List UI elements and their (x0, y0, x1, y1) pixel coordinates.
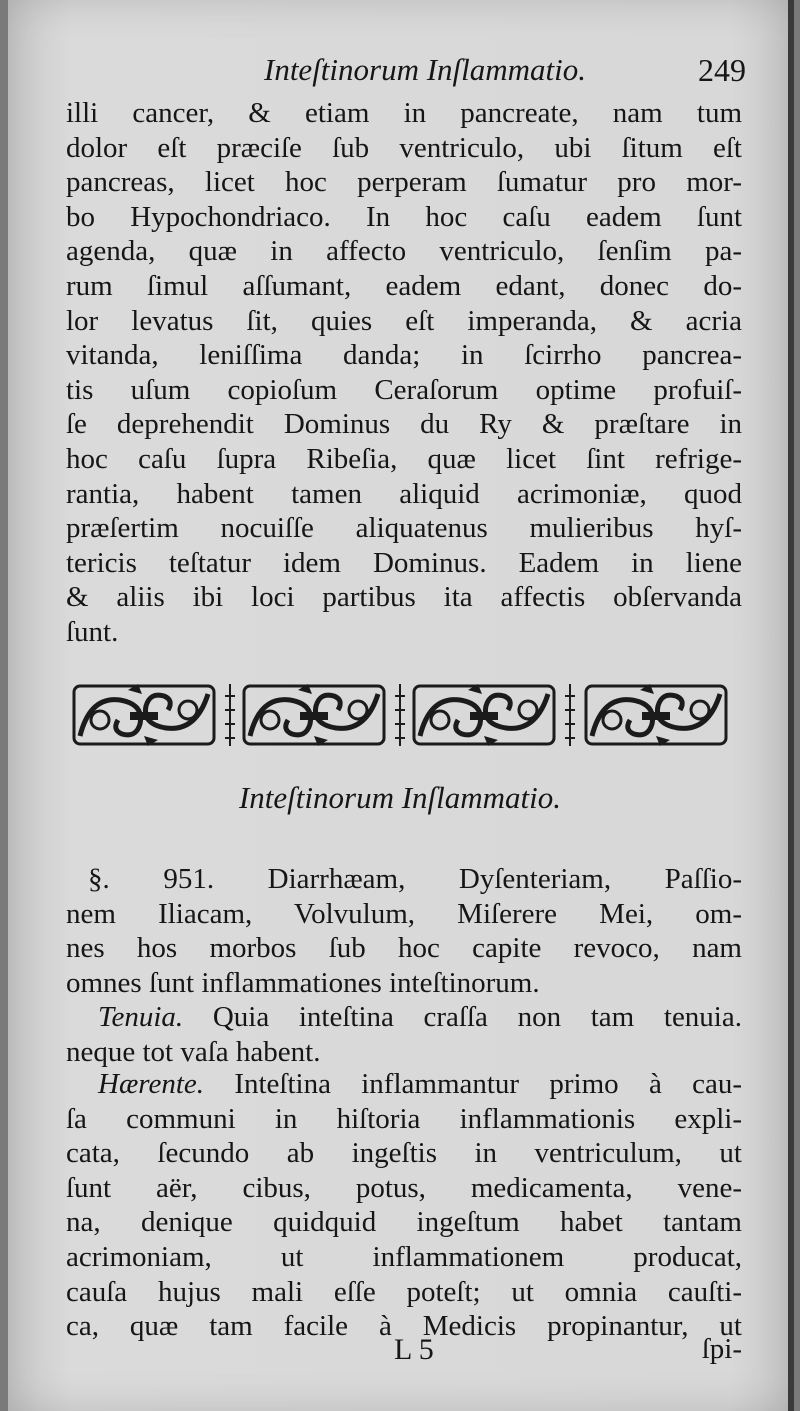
continued-paragraph (66, 96, 742, 650)
text-span: Inteſtina inflammantur primo à cau- (204, 1068, 742, 1100)
text-line: pancreas, licet hoc perperam ſumatur pro mor- (66, 166, 742, 199)
text-line: rantia, habent tamen aliquid acrimoniæ, quod (66, 477, 742, 510)
note-keyword: Hærente. (98, 1068, 205, 1100)
catchword: ſpi- (701, 1333, 742, 1365)
page-edge-shadow (788, 0, 794, 1411)
decorative-ornament-band (70, 676, 740, 754)
text-line: ſunt aër, cibus, potus, medicamenta, vene- (66, 1171, 742, 1204)
text-line: rum ſimul aſſumant, eadem edant, donec do- (66, 269, 742, 302)
paragraph-haerente (66, 1067, 742, 1344)
text-line: agenda, quæ in affecto ventriculo, ſenſim pa- (66, 235, 742, 268)
page-number: 249 (698, 52, 746, 88)
text-line: hoc caſu ſupra Ribeſia, quæ licet ſint refrige- (66, 442, 742, 475)
text-line: cata, ſecundo ab ingeſtis in ventriculum, ut (66, 1137, 742, 1170)
signature-mark: L 5 (394, 1333, 434, 1366)
text-line: ſe deprehendit Dominus du Ry & præſtare in (66, 408, 742, 441)
note-keyword: Tenuia. (98, 1001, 184, 1033)
text-line: §. 951. Diarrhæam, Dyſenteriam, Paſſio- (88, 863, 742, 895)
text-line: ſunt. (66, 615, 119, 648)
text-line: omnes ſunt inflammationes inteſtinorum. (66, 966, 540, 999)
text-line: na, denique quidquid ingeſtum habet tantam (66, 1206, 742, 1239)
text-line: tericis teſtatur idem Dominus. Eadem in liene (66, 546, 742, 579)
text-line: dolor eſt præciſe ſub ventriculo, ubi ſitum eſt (66, 131, 742, 164)
text-line: præſertim nocuiſſe aliquatenus mulieribus hyſ- (66, 512, 742, 545)
text-line: ſa communi in hiſtoria inflammationis expli- (66, 1102, 742, 1135)
text-line: neque tot vaſa habent. (66, 1035, 321, 1068)
text-line: ca, quæ tam facile à Medicis propinantur, ut (66, 1310, 742, 1343)
paragraph-951 (66, 862, 742, 1000)
text-line: nem Iliacam, Volvulum, Miſerere Mei, om- (66, 897, 742, 930)
text-line (66, 1000, 742, 1035)
section-title: Inteſtinorum Inſlammatio. (238, 780, 562, 815)
text-line: cauſa hujus mali eſſe poteſt; ut omnia cauſti- (66, 1275, 742, 1308)
text-line (66, 1067, 742, 1102)
text-line: vitanda, leniſſima danda; in ſcirrho pancrea- (66, 339, 742, 372)
text-line: illi cancer, & etiam in pancreate, nam tum (66, 97, 742, 129)
paragraph-tenuia (66, 1000, 742, 1069)
text-line: nes hos morbos ſub hoc capite revoco, nam (66, 932, 742, 965)
text-line: lor levatus ſit, quies eſt imperanda, & acria (66, 304, 742, 337)
text-line: bo Hypochondriaco. In hoc caſu eadem ſunt (66, 200, 742, 233)
text-line: & aliis ibi loci partibus ita affectis obſervanda (66, 581, 742, 614)
text-span: Quia inteſtina craſſa non tam tenuia. (183, 1001, 742, 1033)
text-line: acrimoniam, ut inflammationem producat, (66, 1240, 742, 1273)
text-line: tis uſum copioſum Ceraſorum optime profuiſ- (66, 373, 742, 406)
running-title: Inteſtinorum Inſlammatio. (264, 52, 587, 87)
page-header (258, 52, 758, 96)
page-footer (66, 1333, 742, 1373)
